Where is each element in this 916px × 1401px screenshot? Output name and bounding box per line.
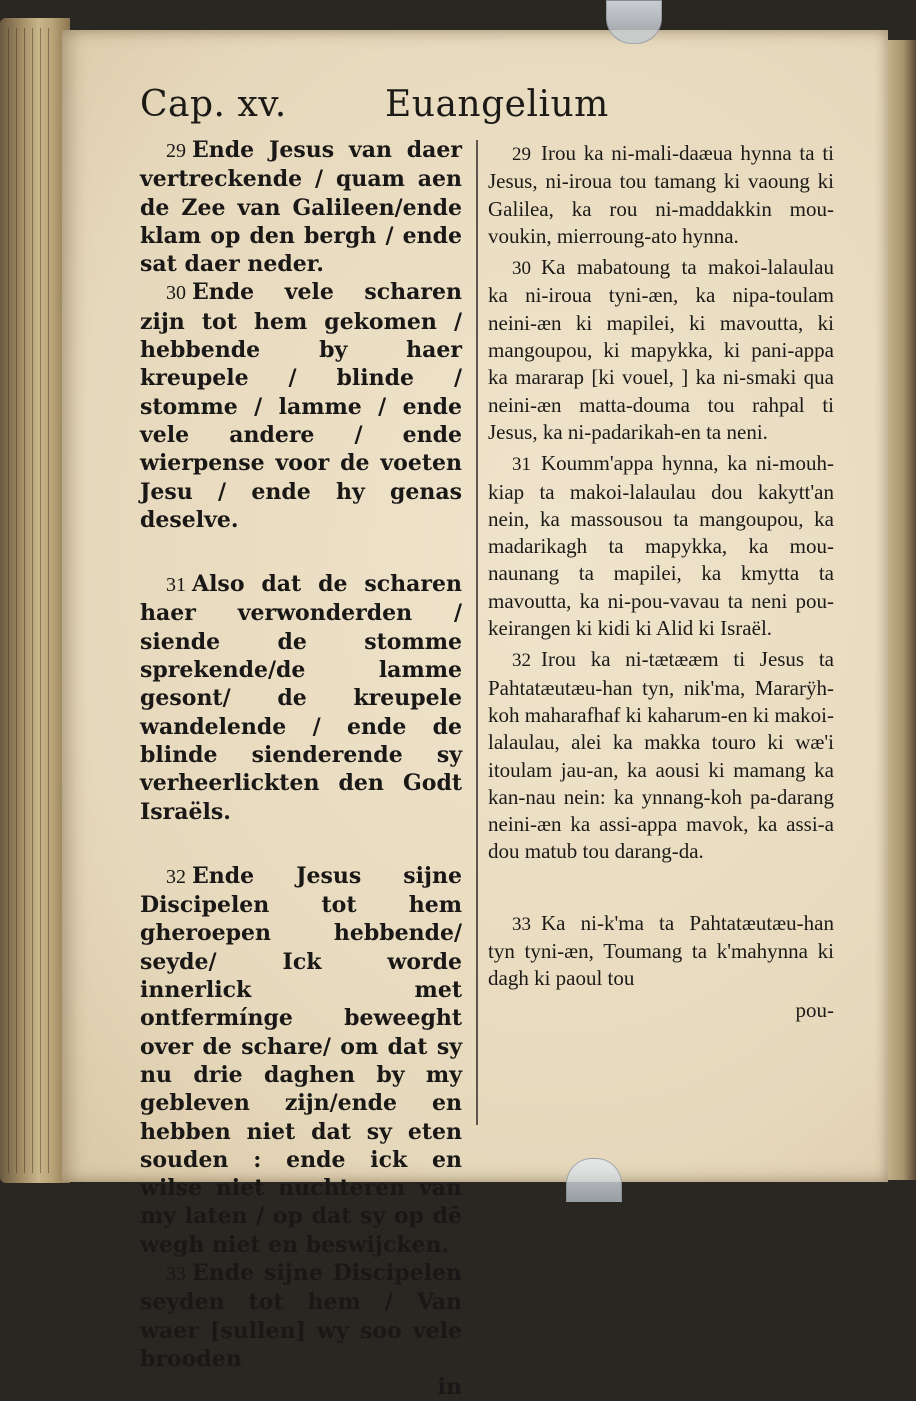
dutch-column — [140, 136, 462, 1401]
running-header — [140, 84, 609, 130]
formosan-catchword: pou- — [795, 997, 834, 1022]
book-title: Euangelium — [385, 84, 609, 125]
facing-page-edge — [884, 40, 916, 1180]
formosan-verse-32: 32 Irou ka ni-tætææm ti Jesus ta Pahtatæutæu-han tyn, nik'ma, Mararÿh-koh maharafhaf ki kaharum-en ki makoi-lalaulau, alei ka makka touro ki wæ'i itoulam jau-an, ka aousi ki mamang ka kan-nau nein: ka ynnang-koh pa-darang neini-æn ka assi-appa mavok, ka assi-a dou matub tou darang-da. — [488, 647, 834, 864]
dutch-verse-31: 31 Also dat de scharen haer verwonderden / siende de stomme sprekende/de lamme gesont/ de kreupele wandelende / ende de blinde sienderende sy verheerlickten den Godt Israëls. — [140, 571, 462, 825]
formosan-verse-33: 33 Ka ni-k'ma ta Pahtatæutæu-han tyn tyni-æn, Toumang ta k'mahynna ki dagh ki paoul tou — [488, 910, 834, 991]
chapter-label: Cap. xv. — [140, 84, 287, 125]
page-clip-bottom — [566, 1158, 622, 1202]
book-page-edges — [0, 18, 70, 1183]
dutch-verse-29: 29 Ende Jesus van daer vertreckende / quam aen de Zee van Galileen/ende klam op den bergh / ende sat daer neder. — [140, 137, 462, 278]
formosan-verse-30: 30 Ka mabatoung ta makoi-lalaulau ka ni-iroua tyni-æn, ka nipa-toulam neini-æn ki mapilei, ki mavoutta, ki mangoupou, ki mapykka, ki pani-appa ka mararap [ki vouel, ] ka ni-smaki qua neini-æn matta-douma tou rahpal ti Jesus, ka ni-padarikah-en ta neni. — [488, 255, 834, 444]
column-divider — [476, 140, 478, 1125]
dutch-verse-30: 30 Ende vele scharen zijn tot hem gekomen / hebbende by haer kreupele / blinde / stomme / lamme / ende vele andere / ende wierpense voor de voeten Jesu / ende hy genas deselve. — [140, 279, 462, 533]
formosan-verse-29: 29 Irou ka ni-mali-daæua hynna ta ti Jesus, ni-iroua tou tamang ki vaoung ki Galilea, ka rou ni-maddakkin mou-voukin, mierroung-ato hynna. — [488, 141, 834, 248]
formosan-verse-31: 31 Koumm'appa hynna, ka ni-mouh-kiap ta makoi-lalaulau dou kakytt'an nein, ka massousou ta mangoupou, ka madarikagh ta mapykka, ka mou-naunang ta mapilei, ka kmytta ta mavoutta, ka ni-pou-vavau ta neni pou-keirangen ki kidi ki Alid ki Israël. — [488, 451, 834, 641]
formosan-column — [488, 140, 834, 1045]
dutch-verse-32: 32 Ende Jesus sijne Discipelen tot hem gheroepen hebbende/ seyde/ Ick worde innerlick met ontfermínge beweeght over de schare/ om dat sy nu drie daghen by my gebleven zijn/ende en hebben niet dat sy eten souden : ende ick en wilse niet nuchteren van my laten / op dat sy op dē wegh niet en beswijcken. — [140, 862, 462, 1258]
dutch-catchword: in — [437, 1374, 462, 1401]
dutch-verse-33: 33 Ende sijne Discipelen seyden tot hem / Van waer [sullen] wy soo vele brooden — [140, 1259, 462, 1372]
